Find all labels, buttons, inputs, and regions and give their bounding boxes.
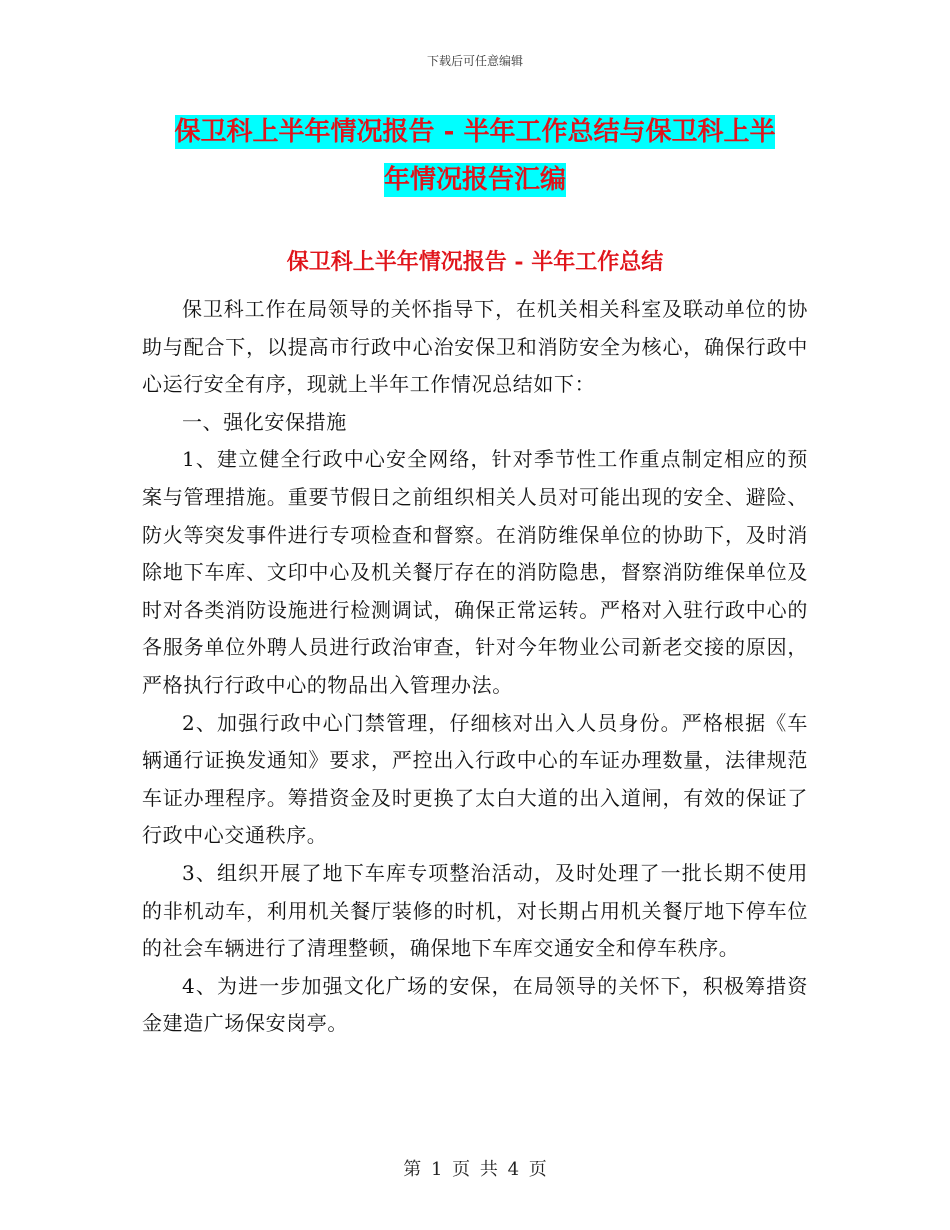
document-body — [142, 291, 808, 1043]
document-title — [140, 108, 810, 204]
document-title-line-1: 保卫科上半年情况报告 - 半年工作总结与保卫科上半 — [174, 117, 776, 147]
paragraph-item-1: 1、建立健全行政中心安全网络，针对季节性工作重点制定相应的预案与管理措施。重要节假日之前组织相关人员对可能出现的安全、避险、防火等突发事件进行专项检查和督察。在消防维保单位的协助下，及时消除地下车库、文印中心及机关餐厅存在的消防隐患，督察消防维保单位及时对各类消防设施进行检测调试，确保正常运转。严格对入驻行政中心的各服务单位外聘人员进行政治审查，针对今年物业公司新老交接的原因，严格执行行政中心的物品出入管理办法。 — [142, 447, 808, 697]
paragraph-item-4: 4、为进一步加强文化广场的安保，在局领导的关怀下，积极筹措资金建造广场保安岗亭。 — [142, 973, 808, 1036]
document-title-line-2: 年情况报告汇编 — [383, 165, 566, 195]
section-title: 保卫科上半年情况报告 - 半年工作总结 — [286, 249, 664, 275]
page-number: 第 1 页 共 4 页 — [403, 1159, 547, 1180]
paragraph-item-3: 3、组织开展了地下车库专项整治活动，及时处理了一批长期不使用的非机动车，利用机关餐厅装修的时机，对长期占用机关餐厅地下停车位的社会车辆进行了清理整顿，确保地下车库交通安全和停车秩序。 — [142, 860, 808, 961]
page-header-note: 下载后可任意编辑 — [426, 54, 523, 68]
paragraph-heading-1: 一、强化安保措施 — [182, 409, 347, 434]
paragraph-intro: 保卫科工作在局领导的关怀指导下，在机关相关科室及联动单位的协助与配合下，以提高市行政中心治安保卫和消防安全为核心，确保行政中心运行安全有序，现就上半年工作情况总结如下： — [142, 297, 808, 397]
paragraph-item-2: 2、加强行政中心门禁管理，仔细核对出入人员身份。严格根据《车辆通行证换发通知》要求，严控出入行政中心的车证办理数量，法律规范车证办理程序。筹措资金及时更换了太白大道的出入道闸，有效的保证了行政中心交通秩序。 — [142, 710, 808, 848]
